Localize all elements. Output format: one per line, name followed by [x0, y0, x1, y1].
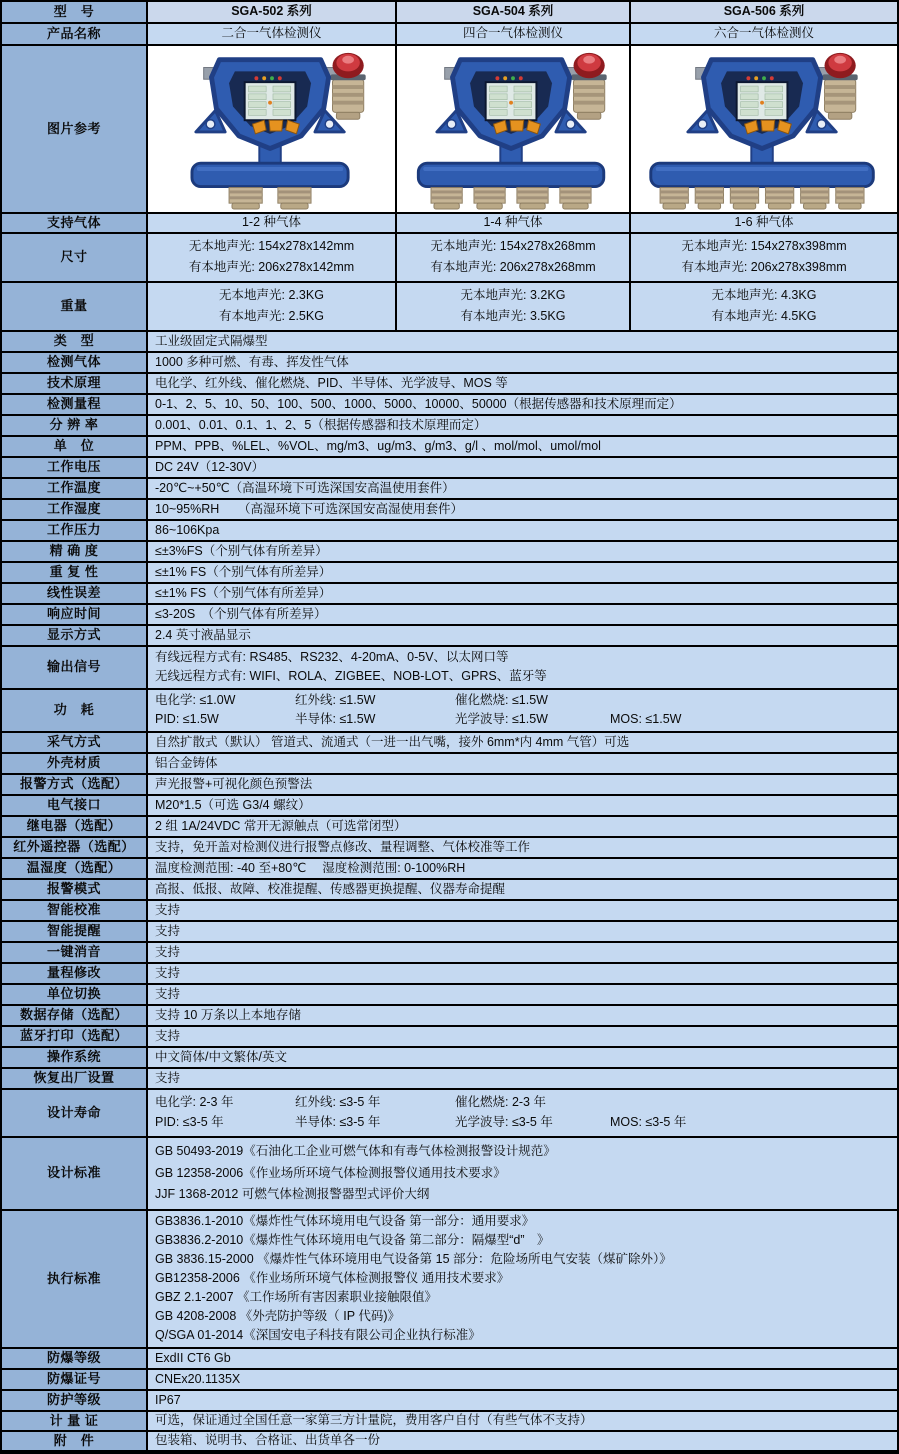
value-line	[155, 1095, 546, 1111]
value-line: Q/SGA 01-2014《深国安电子科技有限公司企业执行标准》	[155, 1328, 481, 1343]
row-value	[148, 234, 397, 283]
value-line: GB 50493-2019《石油化工企业可燃气体和有毒气体检测报警设计规范》	[155, 1144, 556, 1159]
row-label: 尺寸	[2, 234, 148, 283]
value-line: 0.001、0.01、0.1、1、2、5（根据传感器和技术原理而定）	[155, 417, 487, 432]
value-line: 有本地声光: 206x278x268mm	[430, 260, 596, 275]
value-line: 支持	[155, 923, 181, 938]
row-value: 六合一气体检测仪	[631, 24, 897, 46]
value-line: ≤±3%FS（个别气体有所差异）	[155, 543, 328, 558]
value-line: 无本地声光: 3.2KG	[460, 288, 566, 303]
row-value	[148, 437, 897, 458]
row-label: 设计寿命	[2, 1090, 148, 1138]
table-row	[2, 479, 897, 500]
row-value	[148, 1391, 897, 1412]
row-label: 支持气体	[2, 214, 148, 234]
value-line: 包装箱、说明书、合格证、出货单各一份	[155, 1433, 381, 1448]
value-line: GB3836.2-2010《爆炸性气体环境用电气设备 第二部分：隔爆型“d” 》	[155, 1233, 550, 1248]
value-line: ≤±1% FS（个别气体有所差异）	[155, 585, 332, 600]
table-row	[2, 775, 897, 796]
table-row	[2, 46, 897, 214]
table-row	[2, 214, 897, 234]
table-row	[2, 542, 897, 563]
value-segment: MOS: ≤3-5 年	[610, 1115, 687, 1130]
row-label: 蓝牙打印（选配）	[2, 1027, 148, 1048]
value-line: 高报、低报、故障、校准提醒、传感器更换提醒、仪器寿命提醒	[155, 881, 506, 896]
gas-detector-image	[644, 48, 884, 210]
value-line: 无本地声光: 2.3KG	[219, 288, 324, 303]
table-row	[2, 880, 897, 901]
row-value	[148, 796, 897, 817]
table-row	[2, 964, 897, 985]
value-line: 无本地声光: 154x278x142mm	[188, 239, 355, 254]
row-label: 工作湿度	[2, 500, 148, 521]
table-row	[2, 605, 897, 626]
table-row	[2, 521, 897, 542]
table-row	[2, 1090, 897, 1138]
value-line: 0-1、2、5、10、50、100、500、1000、5000、10000、50000（根据传感器和技术原理而定）	[155, 396, 682, 411]
row-label: 分 辨 率	[2, 416, 148, 437]
value-line: 有线远程方式有: RS485、RS232、4-20mA、0-5V、以太网口等	[155, 650, 509, 665]
table-row	[2, 395, 897, 416]
row-label: 单 位	[2, 437, 148, 458]
table-row	[2, 859, 897, 880]
value-line: 可选，保证通过全国任意一家第三方计量院，费用客户自付（有些气体不支持）	[155, 1413, 593, 1428]
value-segment: 红外线: ≤1.5W	[295, 693, 376, 708]
row-label: 电气接口	[2, 796, 148, 817]
row-label: 执行标准	[2, 1211, 148, 1349]
value-line: 无本地声光: 154x278x398mm	[681, 239, 847, 254]
row-label: 型 号	[2, 2, 148, 24]
row-label: 防爆证号	[2, 1370, 148, 1391]
row-value	[148, 1412, 897, 1432]
table-row	[2, 1027, 897, 1048]
value-segment: 光学波导: ≤1.5W	[455, 712, 548, 727]
table-row	[2, 943, 897, 964]
value-line: JJF 1368-2012 可燃气体检测报警器型式评价大纲	[155, 1187, 430, 1202]
row-label: 显示方式	[2, 626, 148, 647]
table-row	[2, 690, 897, 733]
value-segment: 电化学: ≤1.0W	[155, 693, 236, 708]
table-row	[2, 647, 897, 690]
value-line	[155, 712, 681, 728]
row-value	[148, 901, 897, 922]
table-row	[2, 1391, 897, 1412]
row-label: 功 耗	[2, 690, 148, 733]
value-line: 温度检测范围: -40 至+80℃ 湿度检测范围: 0-100%RH	[155, 860, 466, 875]
value-segment: 催化燃烧: ≤1.5W	[455, 693, 548, 708]
table-row	[2, 754, 897, 775]
row-value	[397, 234, 631, 283]
value-segment: 半导体: ≤3-5 年	[295, 1115, 381, 1130]
row-value	[148, 733, 897, 754]
row-label: 重量	[2, 283, 148, 332]
value-segment: 光学波导: ≤3-5 年	[455, 1115, 553, 1130]
value-line: 有本地声光: 2.5KG	[219, 309, 324, 324]
table-row	[2, 733, 897, 754]
value-line: 无线远程方式有: WIFI、ROLA、ZIGBEE、NOB-LOT、GPRS、蓝牙等	[155, 669, 547, 684]
value-line: GB12358-2006 《作业场所环境气体检测报警仪 通用技术要求》	[155, 1271, 510, 1286]
value-line: PPM、PPB、%LEL、%VOL、mg/m3、ug/m3、g/m3、g/l 、mol/mol、umol/mol	[155, 438, 601, 453]
row-value	[148, 416, 897, 437]
row-value	[148, 584, 897, 605]
row-label: 操作系统	[2, 1048, 148, 1069]
table-row	[2, 626, 897, 647]
row-label: 一键消音	[2, 943, 148, 964]
table-row	[2, 2, 897, 24]
table-row	[2, 901, 897, 922]
table-row	[2, 458, 897, 479]
value-line: -20℃~+50℃（高温环境下可选深国安高温使用套件）	[155, 480, 455, 495]
value-line: 无本地声光: 154x278x268mm	[430, 239, 596, 254]
value-line: 有本地声光: 206x278x142mm	[188, 260, 355, 275]
row-label: 采气方式	[2, 733, 148, 754]
row-label: 数据存储（选配）	[2, 1006, 148, 1027]
row-value	[148, 1006, 897, 1027]
row-value	[148, 605, 897, 626]
row-label: 工作压力	[2, 521, 148, 542]
value-line: GB 12358-2006《作业场所环境气体检测报警仪通用技术要求》	[155, 1165, 506, 1180]
table-row	[2, 437, 897, 458]
value-line: 电化学、红外线、催化燃烧、PID、半导体、光学波导、MOS 等	[155, 375, 508, 390]
row-value	[148, 775, 897, 796]
value-line: 声光报警+可视化颜色预警法	[155, 776, 313, 791]
row-value	[148, 985, 897, 1006]
row-label: 报警模式	[2, 880, 148, 901]
value-line: ≤±1% FS（个别气体有所差异）	[155, 564, 332, 579]
value-line: 无本地声光: 4.3KG	[711, 288, 817, 303]
row-value	[148, 458, 897, 479]
row-value	[148, 1090, 897, 1138]
value-segment: PID: ≤1.5W	[155, 712, 219, 727]
row-value	[148, 943, 897, 964]
row-label: 报警方式（选配）	[2, 775, 148, 796]
value-segment: 红外线: ≤3-5 年	[295, 1094, 381, 1109]
table-row	[2, 838, 897, 859]
row-value	[148, 353, 897, 374]
row-value	[148, 817, 897, 838]
row-value	[148, 964, 897, 985]
row-value	[148, 880, 897, 901]
value-segment: 电化学: 2-3 年	[155, 1094, 234, 1109]
table-row	[2, 1349, 897, 1370]
column-header: SGA-502 系列	[148, 2, 397, 24]
row-value: 二合一气体检测仪	[148, 24, 397, 46]
value-line: 有本地声光: 4.5KG	[711, 309, 817, 324]
table-row	[2, 24, 897, 46]
row-label: 图片参考	[2, 46, 148, 214]
row-value	[148, 479, 897, 500]
table-row	[2, 283, 897, 332]
row-value	[148, 283, 397, 332]
value-line: M20*1.5（可选 G3/4 螺纹）	[155, 797, 311, 812]
row-value	[148, 563, 897, 584]
table-row	[2, 1069, 897, 1090]
row-value	[148, 395, 897, 416]
row-value: 1-2 种气体	[148, 214, 397, 234]
value-line: 支持，免开盖对检测仪进行报警点修改、量程调整、气体校准等工作	[155, 839, 531, 854]
row-label: 类 型	[2, 332, 148, 353]
row-value	[148, 542, 897, 563]
value-line	[155, 693, 548, 709]
value-line: CNEx20.1135X	[155, 1371, 241, 1386]
table-row	[2, 1211, 897, 1349]
row-label: 防护等级	[2, 1391, 148, 1412]
table-row	[2, 796, 897, 817]
row-label: 工作电压	[2, 458, 148, 479]
row-value	[148, 838, 897, 859]
row-label: 附 件	[2, 1432, 148, 1452]
row-value	[148, 626, 897, 647]
row-value	[148, 1211, 897, 1349]
row-value	[148, 690, 897, 733]
value-line: 有本地声光: 206x278x398mm	[681, 260, 847, 275]
row-label: 输出信号	[2, 647, 148, 690]
row-value	[148, 374, 897, 395]
row-value	[148, 754, 897, 775]
row-value	[148, 922, 897, 943]
value-line: 工业级固定式隔爆型	[155, 333, 268, 348]
value-line: 铝合金铸体	[155, 755, 218, 770]
row-value	[148, 1069, 897, 1090]
row-label: 精 确 度	[2, 542, 148, 563]
table-row	[2, 1048, 897, 1069]
value-line: 支持	[155, 944, 181, 959]
value-line: GB3836.1-2010《爆炸性气体环境用电气设备 第一部分：通用要求》	[155, 1214, 535, 1229]
table-row	[2, 922, 897, 943]
table-row	[2, 817, 897, 838]
table-row	[2, 500, 897, 521]
value-line: 支持	[155, 965, 181, 980]
row-label: 计 量 证	[2, 1412, 148, 1432]
row-value	[148, 859, 897, 880]
table-row	[2, 332, 897, 353]
row-value	[148, 1048, 897, 1069]
row-label: 智能提醒	[2, 922, 148, 943]
row-label: 量程修改	[2, 964, 148, 985]
table-row	[2, 1370, 897, 1391]
row-value	[148, 521, 897, 542]
row-label: 继电器（选配）	[2, 817, 148, 838]
value-line: DC 24V（12-30V）	[155, 459, 265, 474]
row-label: 防爆等级	[2, 1349, 148, 1370]
row-label: 工作温度	[2, 479, 148, 500]
value-line: 自然扩散式（默认） 管道式、流通式（一进一出气嘴，接外 6mm*内 4mm 气管）可选	[155, 734, 630, 749]
value-line: IP67	[155, 1392, 181, 1407]
table-row	[2, 563, 897, 584]
row-value: 四合一气体检测仪	[397, 24, 631, 46]
table-row	[2, 416, 897, 437]
value-line: 支持	[155, 1070, 181, 1085]
row-value	[397, 283, 631, 332]
column-header: SGA-506 系列	[631, 2, 897, 24]
table-row	[2, 1412, 897, 1432]
value-line: 2.4 英寸液晶显示	[155, 627, 251, 642]
row-label: 线性误差	[2, 584, 148, 605]
row-label: 恢复出厂设置	[2, 1069, 148, 1090]
row-value: 1-6 种气体	[631, 214, 897, 234]
value-line: 中文简体/中文繁体/英文	[155, 1049, 287, 1064]
product-image-cell	[631, 46, 897, 214]
gas-detector-image	[152, 48, 392, 210]
row-value	[148, 500, 897, 521]
row-value: 1-4 种气体	[397, 214, 631, 234]
row-label: 设计标准	[2, 1138, 148, 1211]
value-segment: MOS: ≤1.5W	[610, 712, 682, 727]
row-value	[148, 1370, 897, 1391]
column-header: SGA-504 系列	[397, 2, 631, 24]
value-segment: 催化燃烧: 2-3 年	[455, 1094, 546, 1109]
value-line: ≤3-20S （个别气体有所差异）	[155, 606, 327, 621]
row-label: 温湿度（选配）	[2, 859, 148, 880]
row-label: 响应时间	[2, 605, 148, 626]
table-row	[2, 1138, 897, 1211]
value-line: GBZ 2.1-2007 《工作场所有害因素职业接触限值》	[155, 1290, 437, 1305]
row-value	[148, 332, 897, 353]
spec-table-body	[2, 2, 897, 1452]
row-value	[148, 1138, 897, 1211]
table-row	[2, 1432, 897, 1452]
value-line: 有本地声光: 3.5KG	[460, 309, 566, 324]
table-row	[2, 584, 897, 605]
row-label: 外壳材质	[2, 754, 148, 775]
value-line: 86~106Kpa	[155, 522, 220, 537]
row-label: 红外遥控器（选配）	[2, 838, 148, 859]
product-image-cell	[397, 46, 631, 214]
value-line	[155, 1115, 686, 1131]
row-label: 重 复 性	[2, 563, 148, 584]
value-line: 1000 多种可燃、有毒、挥发性气体	[155, 354, 349, 369]
value-line: 2 组 1A/24VDC 常开无源触点（可选常闭型）	[155, 818, 407, 833]
table-row	[2, 374, 897, 395]
row-label: 产品名称	[2, 24, 148, 46]
value-segment: 半导体: ≤1.5W	[295, 712, 376, 727]
value-line: 支持 10 万条以上本地存储	[155, 1007, 301, 1022]
value-line: 10~95%RH （高湿环境下可选深国安高湿使用套件）	[155, 501, 464, 516]
value-line: ExdII CT6 Gb	[155, 1350, 231, 1365]
row-value	[148, 1432, 897, 1452]
gas-detector-image	[397, 48, 631, 210]
table-row	[2, 985, 897, 1006]
product-image-cell	[148, 46, 397, 214]
value-line: GB 3836.15-2000 《爆炸性气体环境用电气设备第 15 部分：危险场所电气安装（煤矿除外）》	[155, 1252, 672, 1267]
row-label: 单位切换	[2, 985, 148, 1006]
row-value	[148, 1027, 897, 1048]
table-row	[2, 1006, 897, 1027]
table-row	[2, 234, 897, 283]
row-value	[148, 647, 897, 690]
row-label: 技术原理	[2, 374, 148, 395]
value-line: 支持	[155, 1028, 181, 1043]
value-segment: PID: ≤3-5 年	[155, 1115, 224, 1130]
row-value	[631, 234, 897, 283]
row-label: 智能校准	[2, 901, 148, 922]
value-line: 支持	[155, 986, 181, 1001]
value-line: GB 4208-2008 《外壳防护等级（ IP 代码)》	[155, 1309, 400, 1324]
table-row	[2, 353, 897, 374]
row-value	[631, 283, 897, 332]
row-label: 检测量程	[2, 395, 148, 416]
row-label: 检测气体	[2, 353, 148, 374]
value-line: 支持	[155, 902, 181, 917]
row-value	[148, 1349, 897, 1370]
